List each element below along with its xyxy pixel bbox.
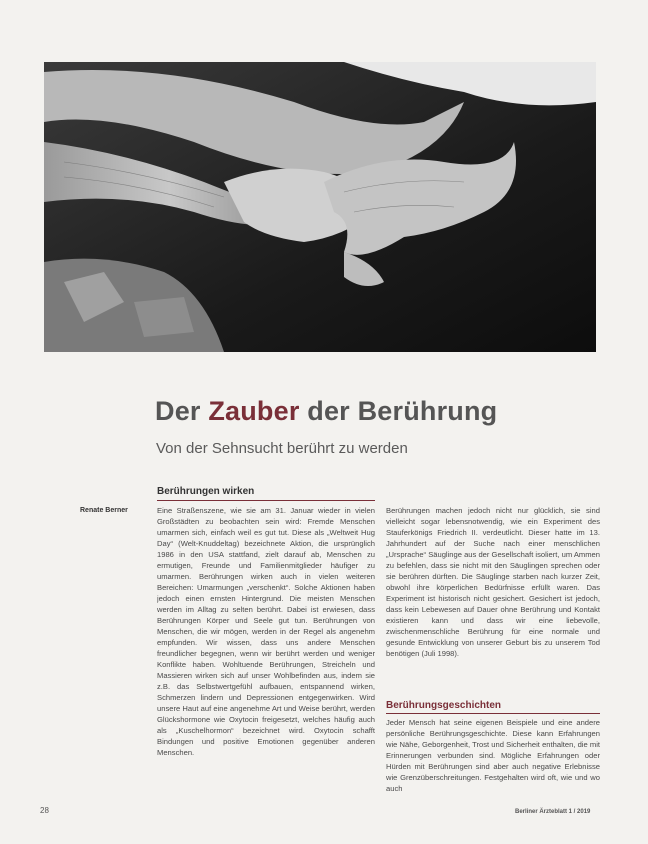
hands-illustration (44, 62, 596, 352)
title-part2: der Berührung (299, 396, 498, 426)
body-column-1 (157, 505, 375, 819)
title-accent-word: Zauber (208, 396, 300, 426)
section-rule-1 (157, 500, 375, 501)
article-subtitle: Von der Sehnsucht berührt zu werden (156, 440, 408, 457)
section-rule-2 (386, 713, 600, 714)
paragraph-2: Berührungen machen jedoch nicht nur glücklich, sie sind vielleicht sogar lebensnotwendig, wie ein Experiment des Stauferkönigs Friedrich II. verdeutlicht. Dieser hatte im 13. Jahrhundert auf der Suche nach einer menschlichen „Ursprache“ Säuglinge aus der Gesellschaft isoliert, um Ammen zu befehlen, dass sie nicht mit den Säuglingen sprechen oder sie berühren dürften. Die Säuglinge starben nach kurzer Zeit, obwohl ihre körperlichen Bedürfnisse erfüllt waren. Das Experiment ist historisch nicht gesichert. Gesichert ist jedoch, dass kein Lebewesen auf Dauer ohne Berührung und Kontakt existieren kann und dass wir eine liebevolle, zwischenmenschliche Berührung für eine normale und gesunde Entwicklung von unserer Geburt bis zu unserem Tod benötigen (Juli 1998). (386, 506, 600, 658)
article-title (155, 396, 615, 427)
body-column-2 (386, 505, 600, 681)
paragraph-3: Jeder Mensch hat seine eigenen Beispiele und eine andere persönliche Berührungsgeschichte. Diese kann Erfahrungen wie Nähe, Geborgenheit, Trost und Sicherheit enthalten, die mit Erinnerungen verbunden sind. Mögliche Erfahrungen oder Hürden mit Berührungen sind aber auch negative Erlebnisse wie Grenzüberschreitungen. Festgehalten wird oft, wie und wo auch (386, 718, 600, 793)
author-name: Renate Berner (80, 507, 128, 514)
section-heading-2: Berührungsgeschichten (386, 700, 502, 711)
section-heading-1: Berührungen wirken (157, 486, 255, 497)
paragraph-1: Eine Straßenszene, wie sie am 31. Januar wieder in vielen Großstädten zu beobachten sein wird: Fremde Menschen umarmen sich, einfach weil es gut tut. Diese als „Weltweit Hug Day“ (Welt-Knuddeltag) bezeichnete Aktion, die ursprünglich 1986 in den USA stattfand, zielt darauf ab, Menschen zu ermutigen, Freunde und Familienmitglieder häufiger zu umarmen. Berührungen wirken auch in vielen weiteren Bereichen: Umarmungen „verschenkt“. Solche Aktionen haben jedoch einen ernsten Hintergrund. Die meisten Menschen werden im Alltag zu selten berührt. Dabei ist erwiesen, dass Berührungen Körper und Seele gut tun. Berührungen von Menschen, die wir mögen, werden in der Regel als angenehm empfunden. Wir wissen, dass uns andere Menschen freundlicher begegnen, wenn wir berührt werden und weniger Konflikte haben. Wohltuende Berührungen, Streicheln und Massieren wirken sich auf unser Wohlbefinden aus, indem sie z.B. das Selbstwertgefühl aufbauen, entspannend wirken, Schmerzen lindern und Depressionen entgegenwirken. Wird unsere Haut auf eine angenehme Art und Weise berührt, werden Glückshormone wie Oxytocin freigesetzt, welches häufig auch als „Kuschelhormon“ bezeichnet wird. Oxytocin schafft Bindungen und positive Emotionen gegenüber anderen Menschen. (157, 506, 375, 757)
title-part1: Der (155, 396, 209, 426)
page-number: 28 (40, 806, 49, 815)
journal-footer: Berliner Ärzteblatt 1 / 2019 (515, 809, 591, 815)
hands-photo (44, 62, 596, 352)
body-column-3 (386, 717, 600, 819)
